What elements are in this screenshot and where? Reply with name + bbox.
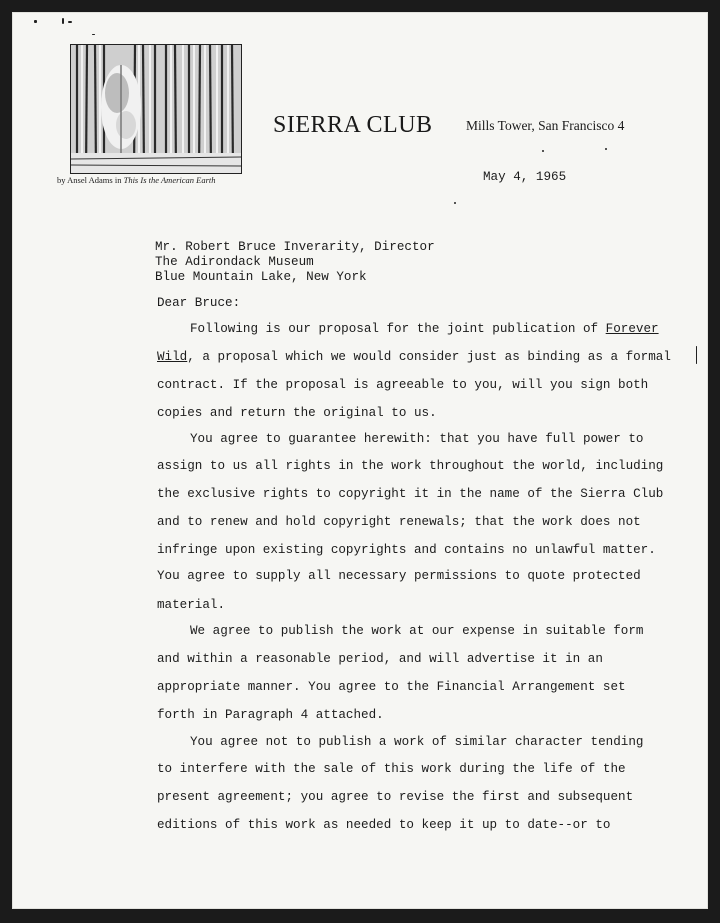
- forest-illustration: [70, 44, 242, 174]
- paragraph-4-line-3: present agreement; you agree to revise the first and subsequent: [157, 790, 634, 804]
- letter-date: May 4, 1965: [483, 170, 567, 184]
- ink-speck: [454, 202, 456, 204]
- paragraph-1-line-1: [190, 322, 659, 336]
- salutation: Dear Bruce:: [157, 296, 241, 310]
- text-span: , a proposal which we would consider just as binding as a formal: [187, 350, 671, 364]
- paragraph-4-line-1: You agree not to publish a work of similar character tending: [190, 735, 644, 749]
- photo-credit-text: by Ansel Adams in: [57, 175, 122, 185]
- text-span: Following is our proposal for the joint publication of: [190, 322, 606, 336]
- organization-address: Mills Tower, San Francisco 4: [466, 118, 625, 133]
- paragraph-2-line-3: the exclusive rights to copyright it in the name of the Sierra Club: [157, 487, 664, 501]
- recipient-organization: The Adirondack Museum: [155, 255, 314, 269]
- recipient-name: Mr. Robert Bruce Inverarity, Director: [155, 240, 435, 254]
- ink-mark: [68, 21, 72, 23]
- book-title-forever: Forever: [605, 322, 659, 336]
- ink-mark: [34, 20, 37, 23]
- ink-mark: [62, 18, 64, 24]
- recipient-location: Blue Mountain Lake, New York: [155, 270, 367, 284]
- ink-speck: [696, 346, 697, 364]
- paragraph-1-line-2: [157, 350, 671, 364]
- ink-speck: [605, 148, 607, 150]
- paragraph-2-line-4: and to renew and hold copyright renewals; that the work does not: [157, 515, 641, 529]
- forest-image: [71, 45, 241, 173]
- paragraph-2-line-5: infringe upon existing copyrights and contains no unlawful matter.: [157, 543, 656, 557]
- paragraph-1-line-3: contract. If the proposal is agreeable to you, will you sign both: [157, 378, 649, 392]
- paragraph-3-line-3: appropriate manner. You agree to the Financial Arrangement set: [157, 680, 626, 694]
- paragraph-2-line-2: assign to us all rights in the work throughout the world, including: [157, 459, 664, 473]
- book-title-wild: Wild: [157, 350, 188, 364]
- ink-speck: [542, 150, 544, 152]
- photo-book-title: This Is the American Earth: [123, 175, 216, 185]
- paragraph-2-line-1: You agree to guarantee herewith: that you have full power to: [190, 432, 644, 446]
- paragraph-3-line-4: forth in Paragraph 4 attached.: [157, 708, 384, 722]
- paragraph-2-line-6: You agree to supply all necessary permissions to quote protected: [157, 569, 641, 583]
- paragraph-2-line-7: material.: [157, 598, 226, 612]
- organization-name: SIERRA CLUB: [273, 112, 433, 138]
- photo-credit: [57, 175, 216, 185]
- paragraph-4-line-4: editions of this work as needed to keep it up to date--or to: [157, 818, 611, 832]
- paragraph-4-line-2: to interfere with the sale of this work during the life of the: [157, 762, 626, 776]
- paragraph-1-line-4: copies and return the original to us.: [157, 406, 437, 420]
- paragraph-3-line-1: We agree to publish the work at our expense in suitable form: [190, 624, 644, 638]
- ink-mark: [92, 34, 95, 35]
- letter-page: [12, 12, 708, 909]
- paragraph-3-line-2: and within a reasonable period, and will advertise it in an: [157, 652, 603, 666]
